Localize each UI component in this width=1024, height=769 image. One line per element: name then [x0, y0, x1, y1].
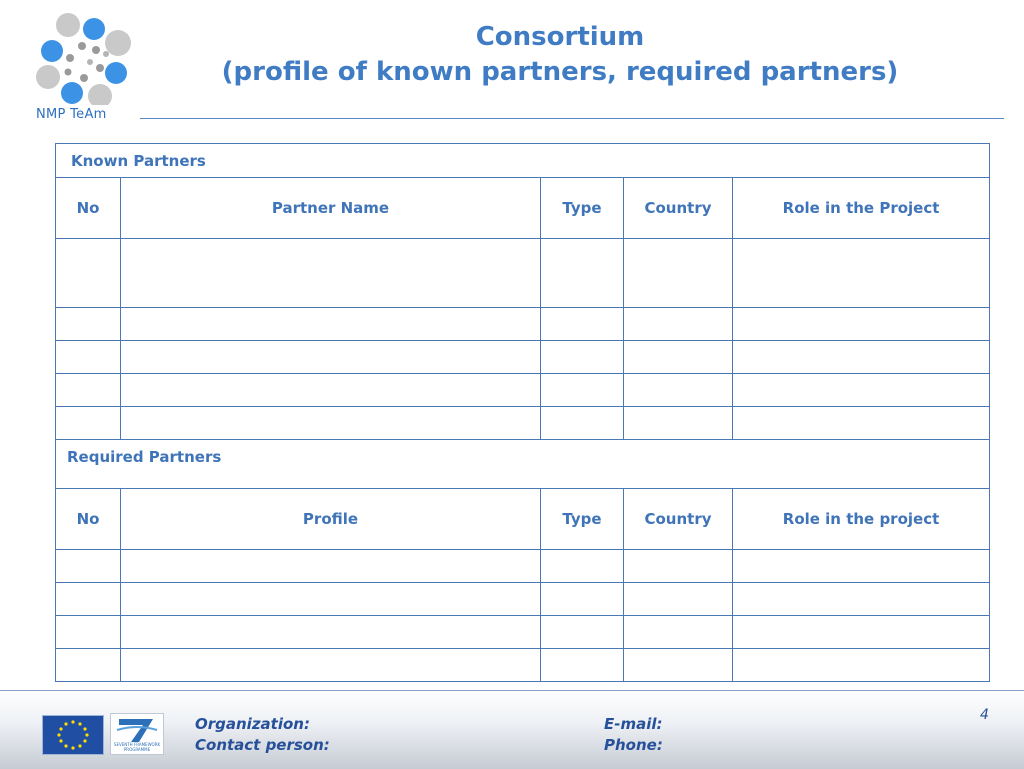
table-cell[interactable] [733, 649, 990, 682]
column-header: Partner Name [121, 178, 541, 239]
table-cell[interactable] [624, 407, 733, 440]
column-header: Country [624, 489, 733, 550]
table-cell[interactable] [56, 374, 121, 407]
table-row [56, 308, 990, 341]
table-cell[interactable] [121, 550, 541, 583]
title-line-1: Consortium [475, 22, 645, 52]
table-cell[interactable] [541, 308, 624, 341]
table-cell[interactable] [624, 649, 733, 682]
column-header: Type [541, 489, 624, 550]
table-cell[interactable] [733, 550, 990, 583]
table-cell[interactable] [733, 239, 990, 308]
table-cell[interactable] [733, 407, 990, 440]
page-title [180, 20, 940, 90]
table-cell[interactable] [56, 407, 121, 440]
table-cell[interactable] [121, 374, 541, 407]
organization-label: Organization: [195, 715, 310, 733]
consortium-table [55, 143, 990, 682]
page-number: 4 [980, 707, 989, 723]
known-partners-section-row [56, 144, 990, 178]
contact-person-label: Contact person: [195, 736, 330, 754]
table-row [56, 239, 990, 308]
table-cell[interactable] [624, 308, 733, 341]
required-partners-header-row [56, 489, 990, 550]
table-cell[interactable] [56, 649, 121, 682]
column-header: Profile [121, 489, 541, 550]
table-cell[interactable] [733, 616, 990, 649]
footer-bar [0, 690, 1024, 769]
table-cell[interactable] [624, 550, 733, 583]
fp7-logo [110, 713, 164, 755]
table-cell[interactable] [624, 239, 733, 308]
known-partners-heading: Known Partners [56, 144, 990, 178]
table-cell[interactable] [624, 341, 733, 374]
table-cell[interactable] [56, 616, 121, 649]
table-cell[interactable] [121, 341, 541, 374]
required-partners-section-row [56, 440, 990, 489]
table-cell[interactable] [541, 583, 624, 616]
header-divider [140, 118, 1004, 119]
table-cell[interactable] [56, 239, 121, 308]
logo-circles-icon [30, 10, 135, 105]
nmp-team-logo [30, 10, 135, 125]
fp7-caption: SEVENTH FRAMEWORK PROGRAMME [113, 742, 161, 752]
table-cell[interactable] [541, 239, 624, 308]
table-cell[interactable] [541, 341, 624, 374]
table-row [56, 341, 990, 374]
phone-label: Phone: [604, 736, 663, 754]
table-cell[interactable] [121, 583, 541, 616]
table-cell[interactable] [541, 407, 624, 440]
required-partners-heading: Required Partners [56, 440, 990, 489]
table-cell[interactable] [541, 374, 624, 407]
email-label: E-mail: [604, 715, 663, 733]
column-header: No [56, 178, 121, 239]
table-cell[interactable] [541, 649, 624, 682]
table-cell[interactable] [541, 616, 624, 649]
table-cell[interactable] [56, 341, 121, 374]
table-cell[interactable] [121, 649, 541, 682]
title-line-2: (profile of known partners, required partners) [221, 57, 899, 87]
table-cell[interactable] [733, 341, 990, 374]
table-cell[interactable] [121, 616, 541, 649]
known-partners-header-row [56, 178, 990, 239]
table-cell[interactable] [733, 374, 990, 407]
table-row [56, 550, 990, 583]
table-cell[interactable] [624, 583, 733, 616]
table-row [56, 649, 990, 682]
table-row [56, 407, 990, 440]
eu-flag-icon [42, 715, 104, 755]
table-cell[interactable] [733, 308, 990, 341]
table-cell[interactable] [56, 583, 121, 616]
table-cell[interactable] [541, 550, 624, 583]
column-header: No [56, 489, 121, 550]
column-header: Role in the project [733, 489, 990, 550]
table-row [56, 374, 990, 407]
table-row [56, 616, 990, 649]
logo-text: NMP TeAm [36, 107, 107, 122]
table-cell[interactable] [121, 308, 541, 341]
column-header: Country [624, 178, 733, 239]
table-cell[interactable] [624, 374, 733, 407]
table-cell[interactable] [624, 616, 733, 649]
column-header: Type [541, 178, 624, 239]
table-cell[interactable] [121, 407, 541, 440]
column-header: Role in the Project [733, 178, 990, 239]
table-row [56, 583, 990, 616]
table-cell[interactable] [56, 550, 121, 583]
table-cell[interactable] [56, 308, 121, 341]
table-cell[interactable] [733, 583, 990, 616]
table-cell[interactable] [121, 239, 541, 308]
